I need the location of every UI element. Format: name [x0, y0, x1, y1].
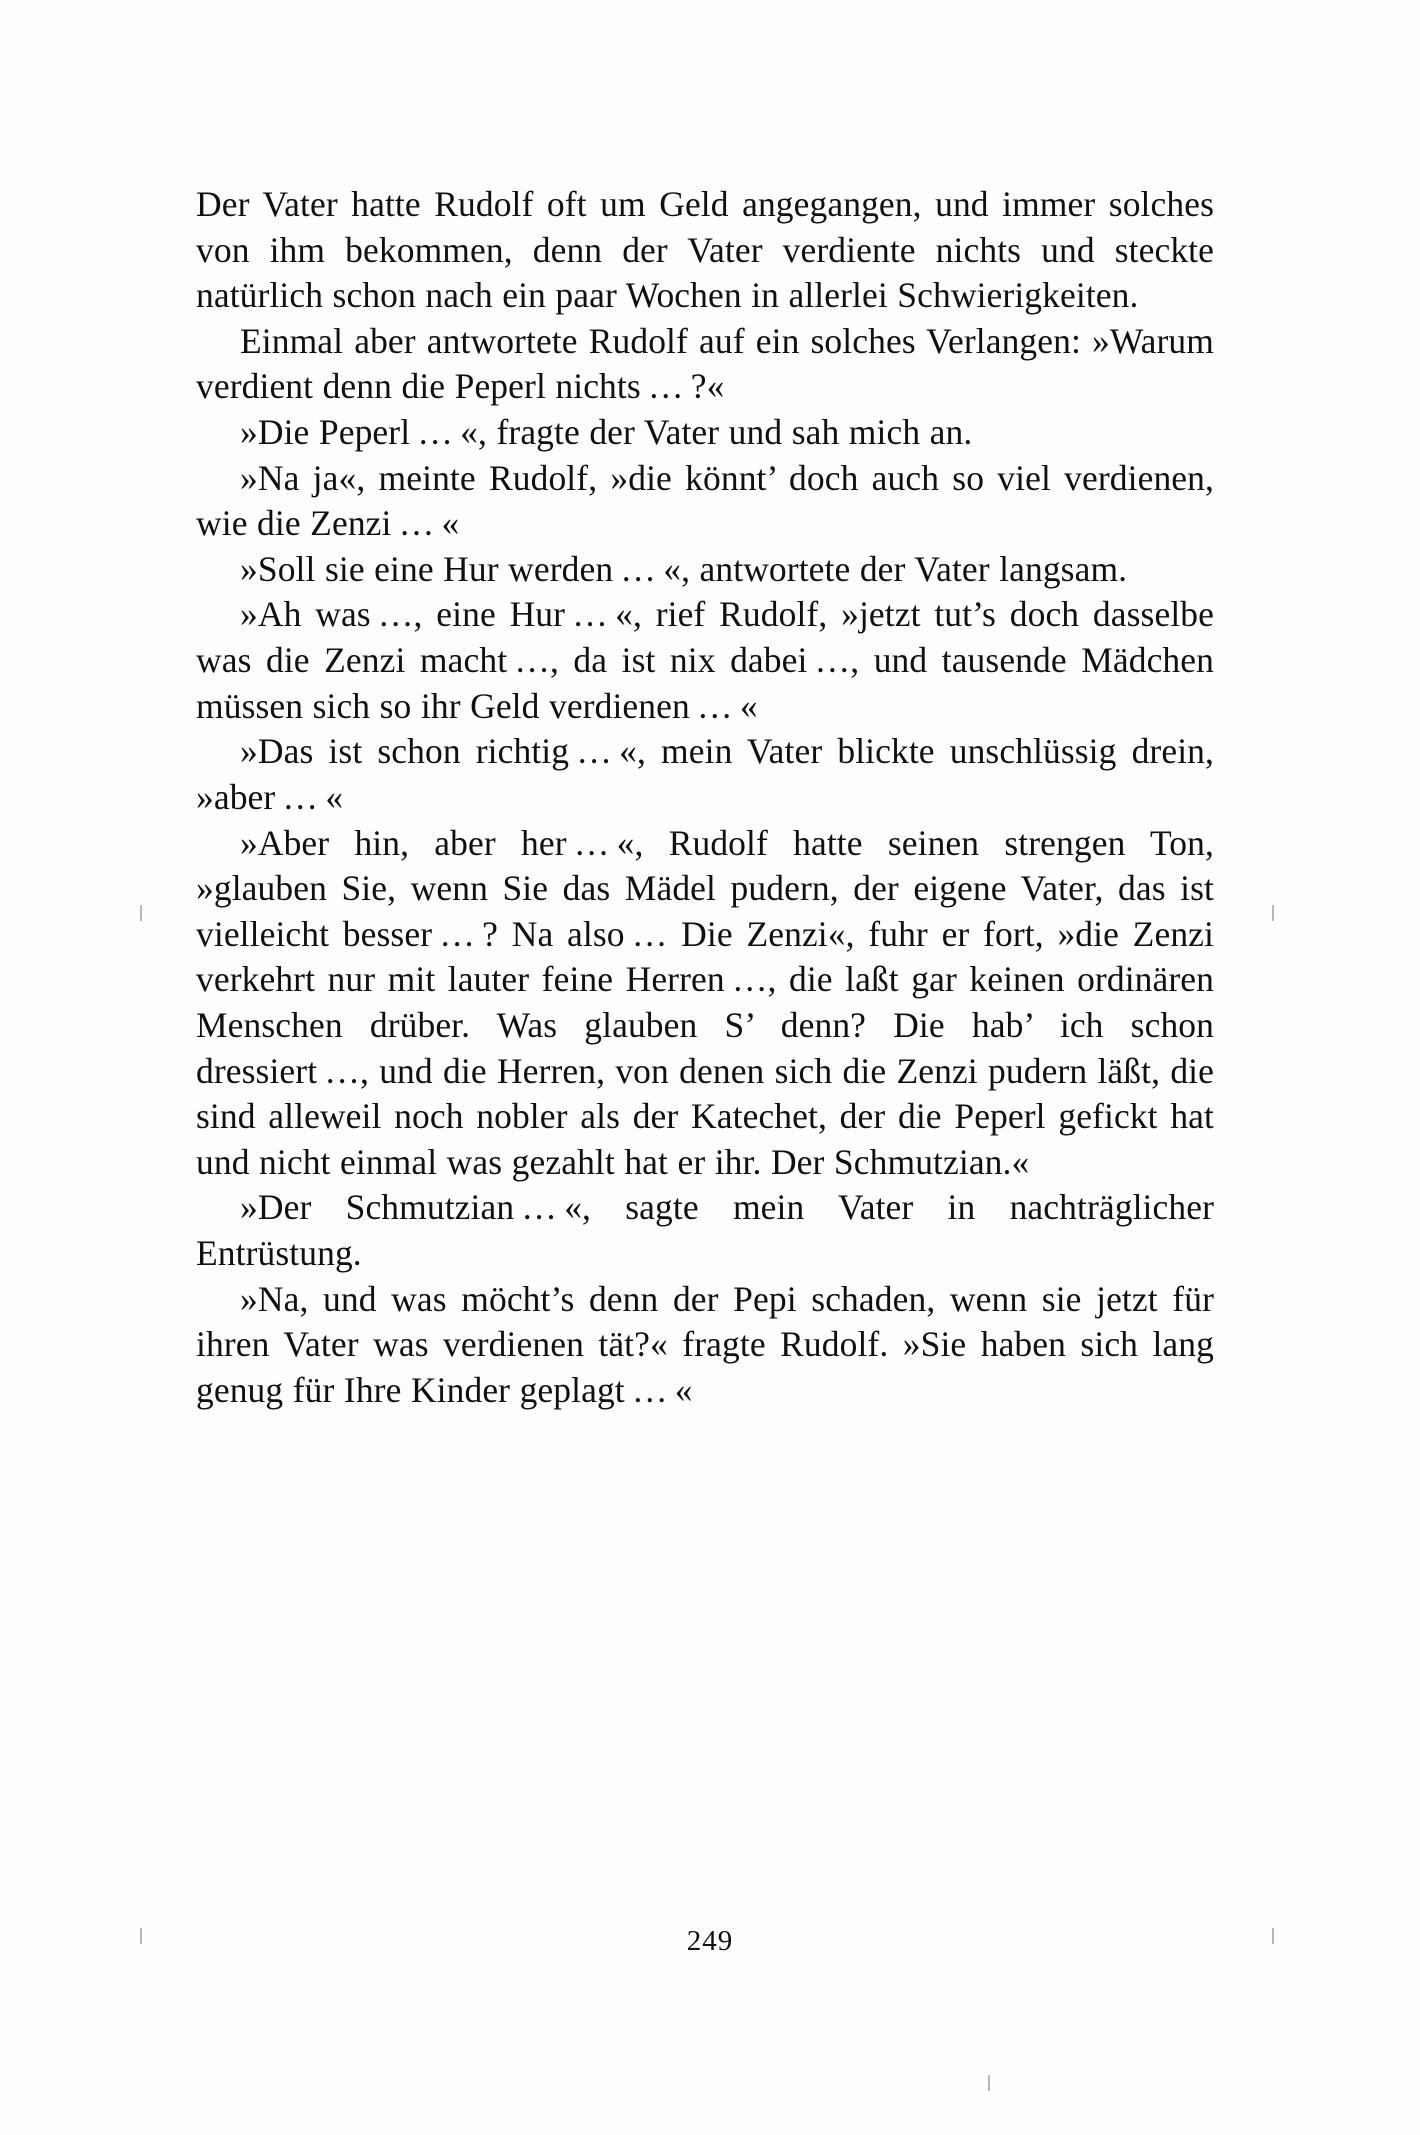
crop-mark-left-upper — [140, 905, 142, 921]
paragraph: »Die Peperl … «, fragte der Vater und sah mich an. — [240, 412, 973, 453]
body-text — [196, 182, 1214, 1413]
paragraph: »Ah was …, eine Hur … «, rief Rudolf, »jetzt tut’s doch dasselbe was die Zenzi macht …, da ist nix dabei …, und tausende Mädchen müssen sich so ihr Geld verdienen … « — [196, 594, 1214, 726]
paragraph: »Soll sie eine Hur werden … «, antwortete der Vater langsam. — [240, 548, 1128, 589]
page-number: 249 — [686, 1925, 734, 1957]
paragraph: »Na, und was möcht’s denn der Pepi schaden, wenn sie jetzt für ihren Vater was verdienen tät?« fragte Rudolf. »Sie haben sich lang genug für Ihre Kinder geplagt … « — [196, 1278, 1214, 1410]
paragraph: »Das ist schon richtig … «, mein Vater blickte unschlüssig drein, »aber … « — [196, 731, 1214, 817]
paragraph: »Der Schmutzian … «, sagte mein Vater in nachträglicher Entrüstung. — [196, 1187, 1214, 1274]
paragraph: Einmal aber antwortete Rudolf auf ein solches Verlangen: »Warum verdient denn die Peperl nichts … ?« — [196, 320, 1214, 407]
paragraph: Der Vater hatte Rudolf oft um Geld angegangen, und immer solches von ihm bekommen, denn der Vater verdiente nichts und steckte natürlich schon nach ein paar Wochen in allerlei Schwierigkeiten. — [196, 184, 1214, 316]
crop-mark-right-upper — [1272, 905, 1274, 921]
paragraph: »Aber hin, aber her … «, Rudolf hatte seinen strengen Ton, »glauben Sie, wenn Sie das Mädel pudern, der eigene Vater, das ist vielleicht besser … ? Na also … Die Zenzi«, fuhr er fort, »die Zenzi verkehrt nur mit lauter feine Herren …, die laßt gar keinen ordinären Menschen drüber. Was glauben S’ denn? Die hab’ ich schon dressiert …, und die Herren, von denen sich die Zenzi pudern läßt, die sind alleweil noch nobler als der Katechet, der die Peperl gefickt hat und nicht einmal was gezahlt hat er ihr. Der Schmutzian.« — [196, 822, 1214, 1182]
crop-mark-bottom — [988, 2075, 990, 2091]
paragraph: »Na ja«, meinte Rudolf, »die könnt’ doch auch so viel verdienen, wie die Zenzi … « — [196, 457, 1214, 544]
